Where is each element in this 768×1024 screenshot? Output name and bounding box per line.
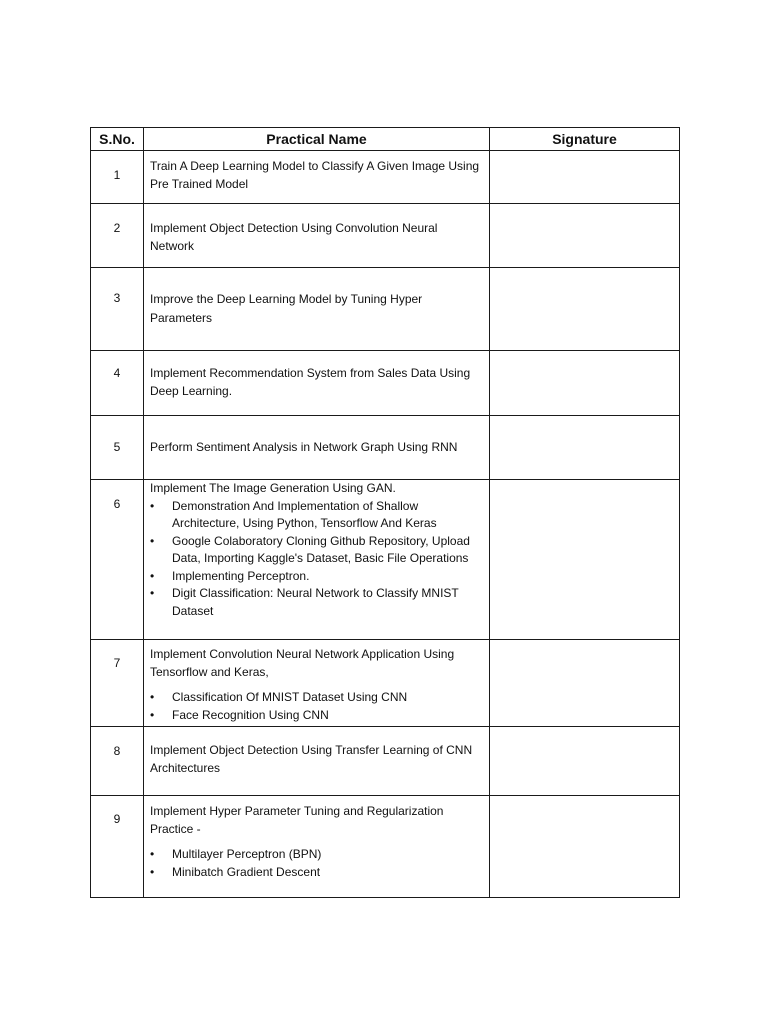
row-number: 7	[91, 640, 144, 727]
table-row	[91, 480, 680, 640]
table-row	[91, 727, 680, 796]
practical-name-cell	[144, 796, 490, 898]
table-row	[91, 640, 680, 727]
row-number: 8	[91, 727, 144, 796]
sub-practical-item: • Implementing Perceptron.	[150, 568, 483, 586]
sub-practical-item: • Multilayer Perceptron (BPN)	[150, 846, 483, 864]
signature-cell	[490, 204, 680, 268]
row-number: 4	[91, 351, 144, 416]
sub-practical-item: • Google Colaboratory Cloning Github Repository, Upload Data, Importing Kaggle's Dataset, Basic File Operations	[150, 533, 470, 565]
table-row	[91, 796, 680, 898]
sno-header: S.No.	[91, 128, 144, 151]
table-row	[91, 151, 680, 204]
practical-name-cell	[144, 204, 490, 268]
signature-cell	[490, 480, 680, 640]
practical-name-cell	[144, 351, 490, 416]
signature-cell	[490, 151, 680, 204]
bullet-icon: •	[150, 533, 155, 548]
practical-name-cell	[144, 151, 490, 204]
row-number: 2	[91, 204, 144, 268]
practical-title: Improve the Deep Learning Model by Tuning Hyper Parameters	[150, 292, 423, 325]
signature-cell	[490, 351, 680, 416]
signature-cell	[490, 727, 680, 796]
sub-practical-list	[150, 498, 483, 621]
practical-title: Perform Sentiment Analysis in Network Graph Using RNN	[150, 439, 458, 454]
row-number: 5	[91, 416, 144, 480]
sub-practical-item: • Face Recognition Using CNN	[150, 707, 483, 725]
signature-header: Signature	[490, 128, 680, 151]
practical-name-cell	[144, 416, 490, 480]
sub-practical-item: • Digit Classification: Neural Network to Classify MNIST Dataset	[150, 586, 459, 618]
bullet-icon: •	[150, 690, 155, 704]
sub-practical-item: • Classification Of MNIST Dataset Using CNN	[150, 689, 483, 707]
bullet-icon: •	[150, 568, 155, 583]
practical-title: Implement The Image Generation Using GAN.	[150, 481, 396, 495]
sub-practical-list	[150, 846, 483, 881]
bullet-icon: •	[150, 498, 155, 513]
row-number: 9	[91, 796, 144, 898]
sub-practical-item: • Demonstration And Implementation of Shallow Architecture, Using Python, Tensorflow And Keras	[150, 498, 437, 530]
practical-title: Implement Recommendation System from Sales Data Using Deep Learning.	[150, 366, 471, 398]
row-number: 3	[91, 268, 144, 351]
table-row	[91, 268, 680, 351]
practical-title: Train A Deep Learning Model to Classify A Given Image Using Pre Trained Model	[150, 159, 480, 191]
bullet-icon: •	[150, 864, 155, 879]
row-number: 6	[91, 480, 144, 640]
practical-title: Implement Object Detection Using Convolution Neural Network	[150, 221, 438, 253]
practical-name-cell	[144, 640, 490, 727]
practicals-table	[90, 127, 680, 898]
signature-cell	[490, 268, 680, 351]
bullet-icon: •	[150, 847, 155, 861]
sub-practical-item: • Minibatch Gradient Descent	[150, 864, 483, 882]
bullet-icon: •	[150, 586, 155, 600]
practical-name-cell	[144, 268, 490, 351]
row-number: 1	[91, 151, 144, 204]
table-row	[91, 416, 680, 480]
practical-name-header: Practical Name	[144, 128, 490, 151]
table-row	[91, 351, 680, 416]
table-row	[91, 204, 680, 268]
signature-cell	[490, 640, 680, 727]
practical-title: Implement Hyper Parameter Tuning and Regularization Practice -	[150, 804, 444, 836]
signature-cell	[490, 796, 680, 898]
sub-practical-list	[150, 689, 483, 724]
practical-title: Implement Convolution Neural Network Application Using Tensorflow and Keras,	[150, 647, 455, 679]
practical-name-cell	[144, 480, 490, 640]
bullet-icon: •	[150, 707, 155, 722]
signature-cell	[490, 416, 680, 480]
practical-name-cell	[144, 727, 490, 796]
practical-title: Implement Object Detection Using Transfer Learning of CNN Architectures	[150, 743, 473, 775]
header-row	[91, 128, 680, 151]
